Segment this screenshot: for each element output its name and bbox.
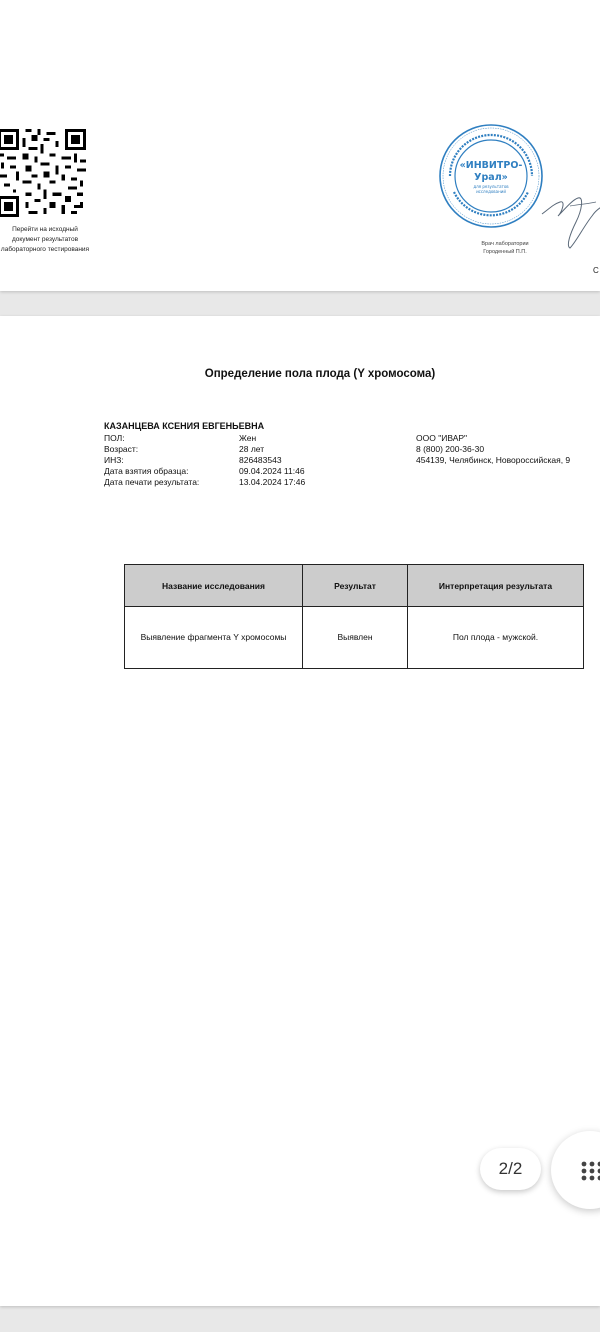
cut-off-text: С: [593, 266, 599, 275]
results-table: [124, 564, 584, 669]
patient-name: КАЗАНЦЕВА КСЕНИЯ ЕВГЕНЬЕВНА: [104, 421, 265, 431]
qr-caption: Перейти на исходный документ результатов лабораторного тестирования: [0, 226, 90, 253]
doctor-caption: Врач лаборатории Городенный П.П.: [481, 241, 529, 255]
table-row: [125, 607, 584, 669]
table-header: Результат: [303, 565, 408, 607]
lab-phone: 8 (800) 200-36-30: [416, 444, 485, 454]
stamp-line-3: для результатов: [473, 184, 509, 189]
info-row-sample-date: Дата взятия образца: 09.04.2024 11:46: [104, 466, 305, 476]
lab-info: [416, 433, 570, 466]
table-cell: Пол плода - мужской.: [408, 607, 584, 669]
info-row-print-date: Дата печати результата: 13.04.2024 17:46: [104, 477, 306, 487]
table-header: Название исследования: [125, 565, 303, 607]
company-stamp: [436, 122, 546, 230]
info-row-age: Возраст: 28 лет: [104, 444, 265, 454]
grid-dots-icon: [581, 1161, 600, 1181]
document-title: Определение пола плода (Y хромосома): [204, 368, 436, 380]
stamp-line-2: Урал»: [474, 172, 508, 183]
lab-name: ООО "ИВАР": [416, 433, 468, 443]
patient-info: [104, 433, 305, 488]
page-indicator[interactable]: 2/2: [480, 1148, 541, 1190]
info-row-sex: ПОЛ: Жен: [104, 433, 257, 443]
pdf-page-1: [0, 0, 600, 291]
table-cell: Выявление фрагмента Y хромосомы: [125, 607, 303, 669]
stamp-line-1: «ИНВИТРО-: [459, 160, 523, 171]
stamp-line-4: исследований: [476, 189, 506, 194]
qr-code[interactable]: [0, 129, 86, 217]
signature: [540, 186, 600, 256]
info-row-inz: ИНЗ: 826483543: [104, 455, 282, 465]
lab-address: 454139, Челябинск, Новороссийская, 9: [416, 455, 571, 465]
table-cell: Выявлен: [303, 607, 408, 669]
table-header-row: [125, 565, 584, 607]
table-header: Интерпретация результата: [408, 565, 584, 607]
